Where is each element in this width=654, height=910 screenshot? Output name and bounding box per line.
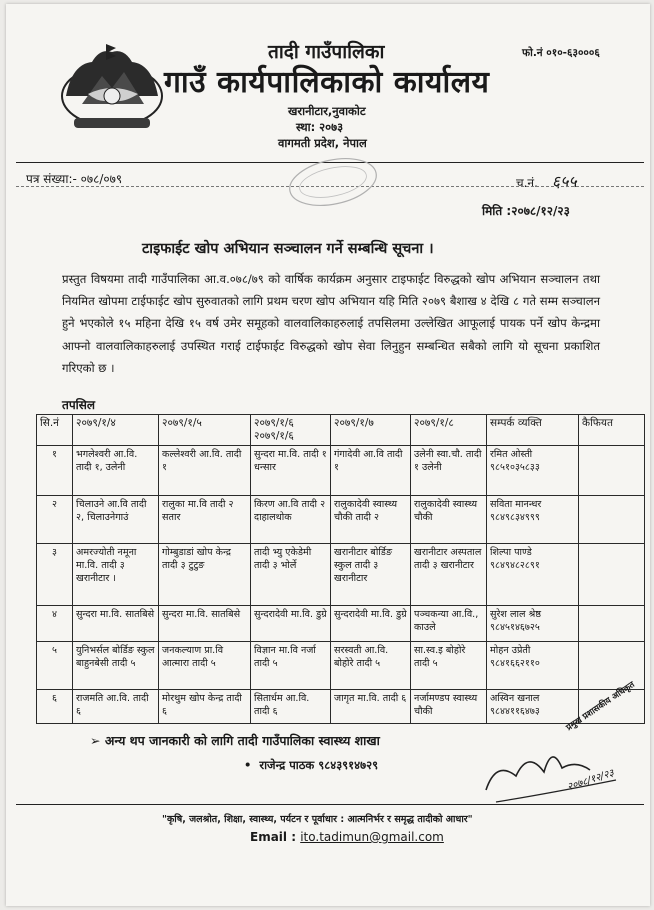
- more-info-text: अन्य थप जानकारी को लागि तादी गाउँपालिका स्वास्थ्य शाखा: [104, 733, 380, 748]
- table-cell: नर्जामण्डप स्वास्थ्य चौकी: [411, 690, 487, 724]
- table-cell: भगलेश्वरी आ.वि. तादी १, उलेनी: [73, 446, 159, 496]
- table-cell: सरस्वती आ.वि. बोहोरे तादी ५: [331, 642, 411, 690]
- table-cell: सविता मानन्धर ९८४९८३४९९९: [487, 496, 579, 544]
- arrow-right-icon: ➢: [90, 733, 105, 748]
- signature-stamp-icon: [466, 720, 646, 810]
- table-cell: राजमति आ.वि. तादी ६: [73, 690, 159, 724]
- table-cell: पञ्चकन्या आ.वि., काउले: [411, 606, 487, 642]
- table-row: [37, 606, 645, 642]
- address-line-1: खरानीटार,नुवाकोट: [288, 104, 366, 118]
- phone-number: फो.नं ०१०-६३०००६: [522, 47, 600, 59]
- table-cell: सुन्दरा मा.वि. तादी १ धन्सार: [251, 446, 331, 496]
- table-cell: [579, 544, 645, 606]
- table-cell: [579, 606, 645, 642]
- table-cell: कल्लेश्वरी आ.वि. तादी १: [159, 446, 251, 496]
- col-header-sn: सि.नं: [37, 415, 73, 446]
- table-cell: खरानीटार अस्पताल तादी ३ खरानीटार: [411, 544, 487, 606]
- address-line-3: वागमती प्रदेश, नेपाल: [278, 136, 367, 150]
- email-line: [250, 830, 444, 844]
- dispatch-number-value: ६५५: [551, 172, 577, 191]
- email-address[interactable]: ito.tadimun@gmail.com: [300, 830, 444, 844]
- dispatch-number: [516, 170, 577, 192]
- signature-date: २०७८/१२/२३: [565, 767, 616, 794]
- table-cell: ३: [37, 544, 73, 606]
- signature-role: प्रमुख प्रशासकीय अधिकृत: [564, 679, 637, 734]
- table-cell: जागृत मा.वि. तादी ६: [331, 690, 411, 724]
- table-row: [37, 496, 645, 544]
- table-row: [37, 642, 645, 690]
- table-cell: सितार्धम आ.वि. तादी ६: [251, 690, 331, 724]
- table-cell: अमरज्योती नमूना मा.वि. तादी ३ खरानीटार ।: [73, 544, 159, 606]
- col-header-date-3: २०७९/१/६ २०७९/१/६: [251, 415, 331, 446]
- table-cell: [579, 642, 645, 690]
- col-header-contact: सम्पर्क व्यक्ति: [487, 415, 579, 446]
- notice-subject: टाइफाईट खोप अभियान सञ्चालन गर्ने सम्बन्धि सूचना ।: [142, 241, 434, 257]
- col-header-date-2: २०७९/१/५: [159, 415, 251, 446]
- table-cell: मोरथुम खोप केन्द्र तादी ६: [159, 690, 251, 724]
- notice-body: प्रस्तुत विषयमा तादी गाउँपालिका आ.व.०७८/७९ को वार्षिक कार्यक्रम अनुसार टाइफाईट विरुद्धको खोप अभियान सञ्चालन तथा नियमित खोपमा टाईफाईट खोप सुरुवातको लागि प्रथम चरण खोप अभियान यहि मिति २०७९ बैशाख ४ देखि ८ गते सम्म सञ्चालन हुने भएकोले १५ महिना देखि १५ वर्ष उमेर समूहको वालवालिकाहरुलाई तपसिलमा उल्लेखित आफूलाई पायक पर्ने खोप केन्द्रमा आफ्नो वालवालिकाहरुलाई उपस्थित गराई टाईफाईट विरुद्धको खोप सेवा लिनुहुन सम्बन्धित सबैको लागि यो सूचना प्रकाशित गरिएको छ ।: [62, 272, 600, 375]
- footer-divider: [16, 804, 644, 805]
- table-cell: किरण आ.वि तादी २ दाहालथोक: [251, 496, 331, 544]
- table-cell: खरानीटार बोर्डिङ स्कुल तादी ३ खरानीटार: [331, 544, 411, 606]
- nepal-government-emblem-icon: [52, 34, 172, 134]
- table-cell: तादी भ्यु एकेडेमी तादी ३ भोर्ले: [251, 544, 331, 606]
- col-header-remarks: कैफियत: [579, 415, 645, 446]
- contact-person-text: राजेन्द्र पाठक ९८४३९१४७२९: [259, 758, 379, 772]
- contact-person: [244, 758, 378, 773]
- table-header-row: [37, 415, 645, 446]
- col-header-date-1: २०७९/१/४: [73, 415, 159, 446]
- table-cell: ६: [37, 690, 73, 724]
- table-cell: [579, 446, 645, 496]
- notice-date: मिति :२०७८/१२/२३: [482, 204, 570, 218]
- table-cell: विज्ञान मा.वि नर्जा तादी ५: [251, 642, 331, 690]
- table-cell: २: [37, 496, 73, 544]
- table-cell: सुन्दरा मा.वि. सातबिसे: [73, 606, 159, 642]
- table-cell: सा.स्व.इ बोहोरे तादी ५: [411, 642, 487, 690]
- table-cell: रालुकादेवी स्वास्थ्य चौकी तादी २: [331, 496, 411, 544]
- vaccination-schedule-table: [36, 414, 645, 724]
- table-cell: जनकल्याण प्रा.वि आत्मारा तादी ५: [159, 642, 251, 690]
- table-cell: चिलाउने आ.वि तादी २, चिलाउनेगाउं: [73, 496, 159, 544]
- col-header-date-4: २०७९/१/७: [331, 415, 411, 446]
- table-row: [37, 690, 645, 724]
- table-cell: गंगादेवी आ.वि तादी १: [331, 446, 411, 496]
- table-cell: [579, 496, 645, 544]
- table-row: [37, 544, 645, 606]
- table-cell: रमित ओस्ती ९८५१०३५८३३: [487, 446, 579, 496]
- table-cell: अस्विन खनाल ९८४४११६४७३: [487, 690, 579, 724]
- faint-stamp-icon: [278, 152, 388, 212]
- table-cell: ४: [37, 606, 73, 642]
- table-cell: सुन्दरा मा.वि. सातबिसे: [159, 606, 251, 642]
- notice-page: [6, 4, 650, 906]
- table-cell: शिल्पा पाण्डे ९८४९४८२८९१: [487, 544, 579, 606]
- office-title: गाउँ कार्यपालिकाको कार्यालय: [164, 65, 490, 100]
- table-cell: युनिभर्सल बोर्डिङ स्कुल बाहुनबेसी तादी ५: [73, 642, 159, 690]
- more-info-line: [90, 732, 380, 749]
- annex-label: तपसिल: [62, 398, 96, 412]
- table-cell: सुरेश लाल श्रेष्ठ ९८४५१४६७२५: [487, 606, 579, 642]
- table-row: [37, 446, 645, 496]
- office-name: तादी गाउँपालिका: [268, 41, 385, 63]
- table-cell: ५: [37, 642, 73, 690]
- email-label: Email :: [250, 830, 297, 844]
- table-cell: रालुका मा.वि तादी २ सतार: [159, 496, 251, 544]
- table-cell: उलेनी स्वा.चौ. तादी १ उलेनी: [411, 446, 487, 496]
- table-cell: मोहन उप्रेती ९८४१६६२११०: [487, 642, 579, 690]
- table-cell: रालुकादेवी स्वास्थ्य चौकी: [411, 496, 487, 544]
- table-cell: सुन्दरादेवी मा.वि. डुग्रे: [331, 606, 411, 642]
- municipality-motto: "कृषि, जलश्रोत, शिक्षा, स्वास्थ्य, पर्यटन र पूर्वाधार : आत्मनिर्भर र समृद्ध तादीको आधार": [162, 814, 473, 825]
- table-cell: गोम्बुडाडां खोप केन्द्र तादी ३ टुटुङ: [159, 544, 251, 606]
- table-cell: सुन्दरादेवी मा.वि. डुग्रे: [251, 606, 331, 642]
- bullet-icon: •: [244, 758, 260, 772]
- table-cell: १: [37, 446, 73, 496]
- col-header-date-5: २०७९/१/८: [411, 415, 487, 446]
- address-line-2: स्था: २०७३: [296, 120, 344, 134]
- dispatch-number-label: च.नं.: [516, 176, 538, 190]
- reference-number: पत्र संख्या:- ०७८/०७९: [26, 172, 123, 186]
